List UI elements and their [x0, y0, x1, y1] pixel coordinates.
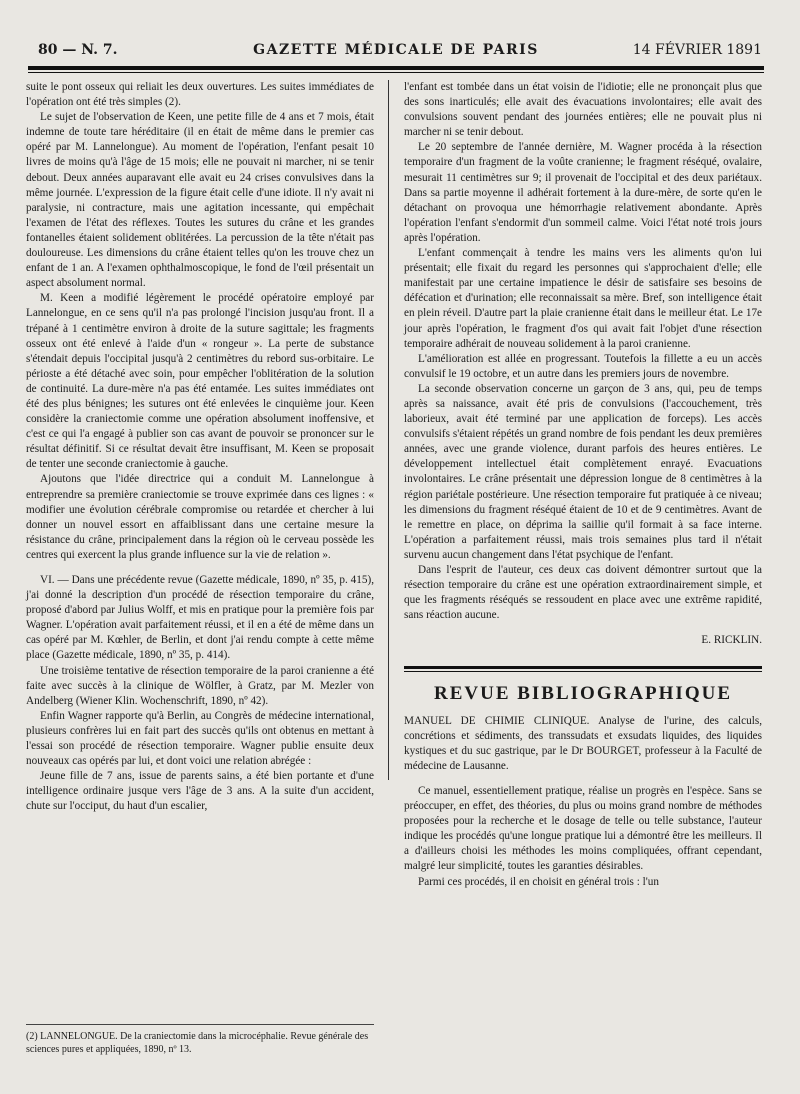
- paragraph: Dans l'esprit de l'auteur, ces deux cas doivent démontrer surtout que la résection temporaire du crâne est une opération extraordinairement simple, et que les fragments réséqués se ressoudent en place avec une extrême rapidité, sans réaction aucune.: [404, 564, 762, 622]
- page-header: [28, 38, 764, 62]
- paragraph: Parmi ces procédés, il en choisit en général trois : l'un: [418, 875, 659, 888]
- issue-date: 14 FÉVRIER 1891: [632, 42, 762, 58]
- paragraph: suite le pont osseux qui reliait les deux ouvertures. Les suites immédiates de l'opération ont été très simples (2).: [26, 81, 374, 109]
- author-signature: E. RICKLIN.: [701, 634, 762, 647]
- paragraph: L'enfant commençait à tendre les mains vers les aliments qu'on lui présentait; elle fixait du regard les personnes qui s'approchaient d'elle; elle manifestait par une certaine impatience le désir de satisfaire ses besoins de défécation et d'urination; elle reconnaissait sa mère. Bref, son intelligence était en plein réveil. D'autre part la plaie cranienne était dans le meilleur état. Le 17e jour après l'opération, le fragment d'os qui avait fait l'objet d'une résection temporaire adhérait de nouveau solidement à la paroi cranienne.: [404, 247, 762, 350]
- paragraph: VI. — Dans une précédente revue (Gazette médicale, 1890, nº 35, p. 415), j'ai donné la description d'un procédé de résection temporaire du crâne, proposé d'abord par Julius Wolff, et mis en pratique pour la première fois par Wagner. L'opération avait parfaitement réussi, et il en a été de même dans un cas opéré par M. Kœhler, de Berlin, et dont j'ai rendu compte à cette même place (Gazette médicale, 1890, nº 35, p. 414).: [26, 574, 374, 662]
- paragraph: M. Keen a modifié légèrement le procédé opératoire employé par Lannelongue, en ce sens qu'il n'a pas prolongé l'incision jusqu'au front. Il a trépané à 1 centimètre environ à droite de la suture sagittale; les fragments osseux ont été enlevé à l'aide d'un « rongeur ». La perte de substance s'étendait depuis l'occipital jusqu'à 2 centimètres du rebord sus-orbitaire. Le périoste a été détaché avec soin, pour empêcher l'oblitération de la solution de continuité. La dure-mère n'a pas été entamée. Les suites immédiates ont été des plus bénignes; les sutures ont été enlevées le cinquième jour. Keen considère la craniectomie comme une opération absolument inoffensive, et c'est ce qui l'a engagé à publier son cas avant de pouvoir se prononcer sur le résultat définitif. Si ce résultat devait être insuffisant, M. Keen se proposait de tenter une seconde craniectomie à gauche.: [26, 292, 374, 471]
- section-rule-thin: [404, 671, 762, 672]
- paragraph: l'enfant est tombée dans un état voisin de l'idiotie; elle ne prononçait plus que des sons inarticulés; elle avait des évacuations involontaires; elle avait des convulsions souvent pendant des journées entières; elle ne pouvait plus ni marcher ni se tenir debout.: [404, 81, 762, 139]
- paragraph: La seconde observation concerne un garçon de 3 ans, qui, peu de temps après sa naissance, avait été pris de convulsions (l'accouchement, très laborieux, avait été terminé par une application de forceps). Les accès convulsifs s'étaient répétés un grand nombre de fois pendant les deux premières années, avec une grande violence, durant parfois des heures entières. Le développement intellectuel était complètement enrayé. Evacuations involontaires. Le crâne présentait une dépression longue de 8 centimètres à la région pariétale postérieure. Une résection temporaire fut pratiquée à ce niveau; les dimensions du fragment réséqué étaient de 10 et de 9 centimètres. Avant de le remettre en place, on déprima la saillie qu'il formait à sa face interne. L'opération a parfaitement réussi, mais trois semaines plus tard il n'était survenu aucun changement dans l'état psychique de l'enfant.: [404, 382, 762, 561]
- page-number: 80 — N. 7.: [38, 42, 118, 58]
- header-rule: [28, 66, 764, 70]
- paragraph: Ce manuel, essentiellement pratique, réalise un progrès en l'espèce. Sans se préoccuper, en effet, des théories, du plus ou moins grand nombre de méthodes proposées pour la recherche et le dosage de telle ou telle substance, l'auteur indique les procédés qu'une longue pratique lui a démontré être les meilleurs. Il a d'ailleurs choisi les méthodes les moins compliquées, offrant cependant, malgré leur simplicité, toutes les garanties désirables.: [404, 784, 762, 873]
- journal-title: GAZETTE MÉDICALE DE PARIS: [253, 42, 539, 58]
- section-title: REVUE BIBLIOGRAPHIQUE: [433, 683, 733, 705]
- paragraph: Le sujet de l'observation de Keen, une petite fille de 4 ans et 7 mois, était indemne de toute tare héréditaire (il en était de même dans le premier cas opéré par M. Lannelongue). Au moment de l'opération, l'enfant pesait 10 livres de moins qu'à l'âge de 15 mois; elle ne pouvait ni marcher, ni se tenir debout. Deux années auparavant elle avait eu 24 crises convulsives dans la même journée. L'expression de la figure était celle d'une idiote. Il n'y avait ni paralysie, ni contracture, mais une agitation incessante, qui empêchait l'examen de l'état des réflexes. Toutes les sutures du crâne et les grandes fontanelles étaient solidement oblitérées. La percussion de la tête n'était pas douloureuse. Les dimensions du crâne étaient telles qu'on les trouve chez un enfant de 1 an. A l'examen ophthalmoscopique, le fond de l'œil présentait un aspect absolument normal.: [26, 111, 374, 290]
- paragraph: L'amélioration est allée en progressant. Toutefois la fillette a eu un accès convulsif le 19 octobre, et un autre dans les premiers jours de novembre.: [404, 352, 762, 380]
- left-column: [26, 80, 374, 815]
- paragraph: Enfin Wagner rapporte qu'à Berlin, au Congrès de médecine international, plusieurs confrères lui en fait part des succès qu'ils ont obtenus en mettant à l'essai son procédé de résection temporaire. Wagner publie ensuite deux nouveaux cas opérés par lui, et dont voici une relation abrégée :: [26, 709, 374, 768]
- section-rule: [404, 666, 762, 669]
- header-rule-thin: [28, 72, 764, 73]
- right-column: [404, 80, 762, 890]
- paragraph: Ajoutons que l'idée directrice qui a conduit M. Lannelongue à entreprendre sa première craniectomie se trouve exprimée dans ces lignes : « modifier une évolution cérébrale compromise ou retardée et chercher à lui donner un nouvel essort en affaiblissant dans une certaine mesure la résistance du crâne, principalement dans la région où le cerveau possède les centres qui exercent la plus grande influence sur la vie de relation ».: [26, 473, 374, 561]
- review-entry-heading: MANUEL DE CHIMIE CLINIQUE. Analyse de l'urine, des calculs, concrétions et sédiments, des transsudats et exsudats liquides, des liquides kystiques et du suc gastrique, par le Dr BOURGET, professeur à la Faculté de médecine de Lausanne.: [404, 714, 762, 772]
- footnote-rule: [26, 1024, 374, 1025]
- footnote: (2) LANNELONGUE. De la craniectomie dans la microcéphalie. Revue générale des sciences pures et appliquées, 1890, nº 13.: [26, 1031, 369, 1055]
- paragraph: Une troisième tentative de résection temporaire de la paroi cranienne a été faite avec succès à la clinique de Wölfler, à Gratz, par M. Mezler von Andelberg (Wiener Klin. Wochenschrift, 1890, nº 42).: [26, 664, 374, 707]
- paragraph: Le 20 septembre de l'année dernière, M. Wagner procéda à la résection temporaire d'un fragment de la voûte cranienne; le fragment réséqué, ovalaire, mesurait 11 centimètres sur 9; il provenait de l'occipital et des deux pariétaux. Dans sa partie moyenne il adhérait fortement à la dure-mère, de sorte qu'en le détachant on provoqua une hémorrhagie relativement abondante. Après l'opération l'enfant s'endormit d'un sommeil calme. Voici l'état noté trois jours après l'opération.: [404, 141, 762, 244]
- column-divider: [388, 80, 389, 780]
- paragraph: Jeune fille de 7 ans, issue de parents sains, a été bien portante et d'une intelligence ordinaire jusque vers l'âge de 3 ans. A la suite d'un accident, chute sur l'occiput, du haut d'un escalier,: [26, 770, 374, 813]
